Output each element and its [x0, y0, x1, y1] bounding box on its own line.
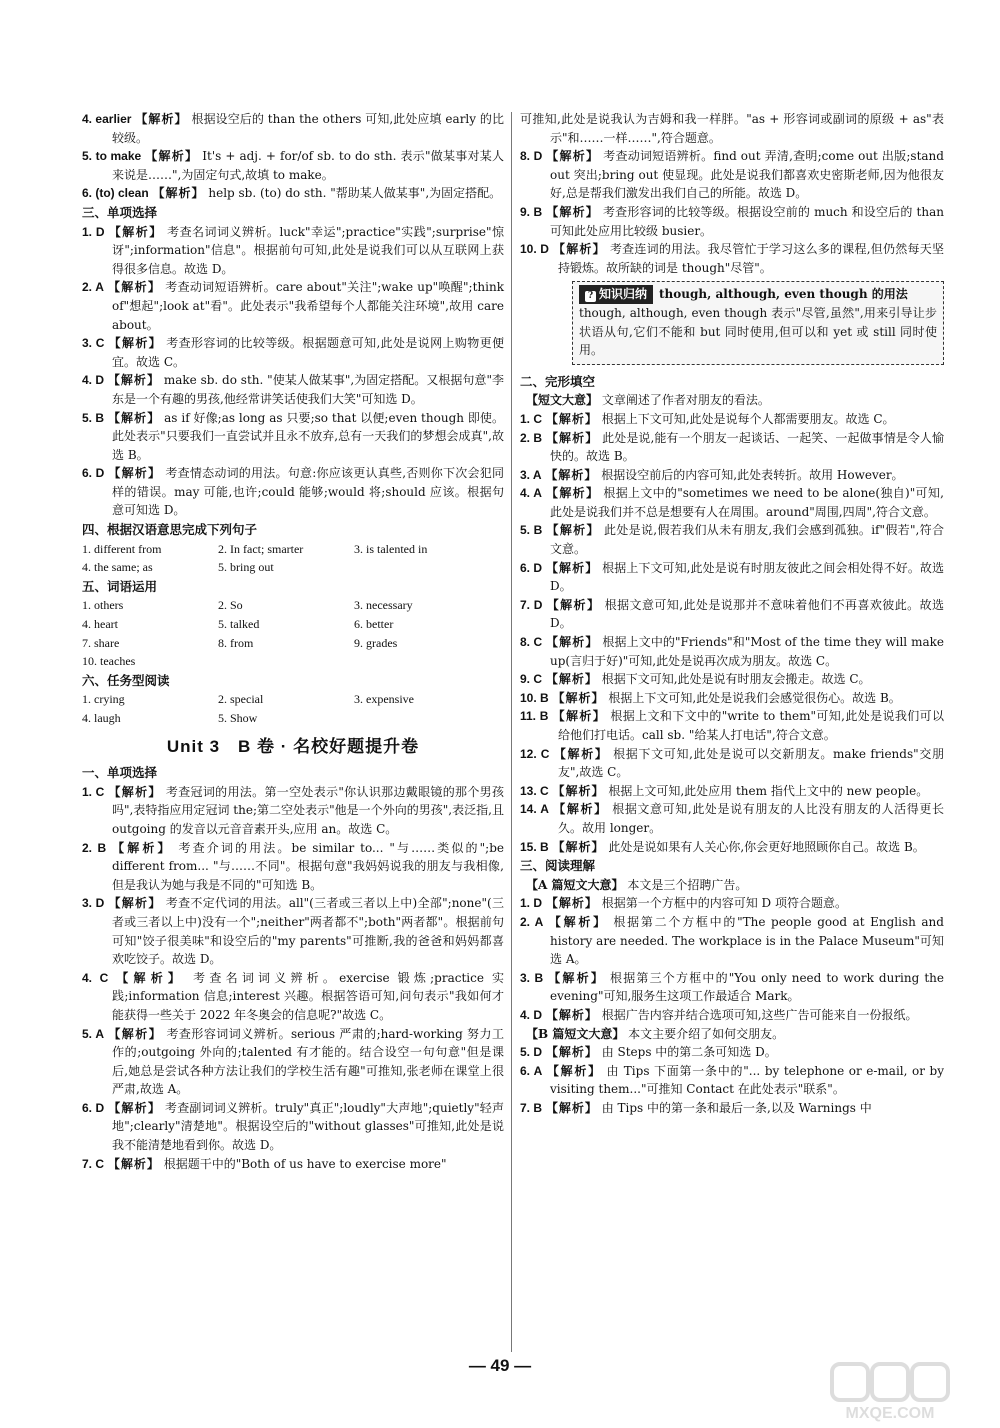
answer-item: [520, 484, 944, 521]
answer-item: [520, 466, 944, 485]
analysis-text: 此处是说,假若我们从未有朋友,我们会感到孤独。if"假若",符合文意。: [550, 523, 944, 557]
answer-item: [82, 278, 504, 334]
item-number: 1.: [520, 411, 534, 426]
item-number: 6.: [520, 1063, 534, 1078]
grid-answer: 5. Show: [218, 711, 258, 725]
analysis-text: 考查名词词义辨析。luck"幸运";practice"实践";surprise"惊讶";information"信息"。根据前句可知,此处是说我们可以从互联网上获得很多信息。故选 D。: [112, 224, 504, 276]
answer-item: [520, 670, 944, 689]
answer-item: [520, 913, 944, 969]
summary-text: 本文主要介绍了如何交朋友。: [628, 1026, 785, 1041]
analysis-tag: 【解析】: [108, 1100, 162, 1115]
item-answer: D: [533, 560, 543, 575]
section-heading: 一、单项选择: [82, 766, 158, 781]
analysis-tag: 【解析】: [107, 1156, 160, 1171]
item-number: 5.: [82, 410, 96, 425]
answer-item: [82, 371, 504, 408]
grid-answer: 1. crying: [82, 692, 125, 707]
summary-label: 【A 篇短文大意】: [526, 877, 624, 892]
item-number: 2.: [82, 280, 96, 295]
answer-item: [520, 894, 944, 913]
item-number: 4.: [520, 1007, 534, 1022]
grid-answer: 2. special: [218, 692, 264, 707]
answer-item: [520, 707, 944, 744]
analysis-tag: 【解析】: [553, 802, 608, 817]
item-answer: B: [533, 204, 543, 219]
analysis-text: 根据上文和下文中的"write to them"可知,此处是说我们可以给他们打电话。call sb. "给某人打电话",符合文意。: [558, 709, 944, 742]
item-answer: C: [99, 970, 109, 985]
analysis-text: 考查形容词词义辨析。serious 严肃的;hard-working 努力工作的;outgoing 外向的;talented 有才能的。结合设空一句句意"但是课后,她总是尝试各种方法让我们的学校生活有趣"可推知,张老师在课堂上很严肃,故选 A。: [112, 1026, 504, 1097]
analysis-tag: 【解析】: [546, 486, 600, 501]
item-number: 3.: [82, 336, 96, 351]
analysis-text: 根据第一个方框中的内容可知 D 项符合题意。: [601, 896, 847, 911]
analysis-tag: 【解析】: [108, 896, 162, 911]
item-number: 3.: [520, 970, 535, 985]
passage-summary: [520, 876, 944, 895]
analysis-text: 考查冠词的用法。第一空处表示"你认识那边戴眼镜的那个男孩吗",表特指应用定冠词 the;第二空处表示"他是一个外向的男孩",表泛指,且 outgoing 的发音以元音音素开头,应用 an。故选 C。: [112, 784, 504, 836]
answer-item: [520, 410, 944, 429]
item-number: 6.: [82, 1100, 96, 1115]
item-number: 2.: [82, 840, 98, 855]
item-answer: B: [533, 430, 543, 445]
analysis-tag: 【解析】: [546, 204, 599, 219]
item-answer: D: [533, 597, 543, 612]
analysis-tag: 【解析】: [545, 1045, 598, 1060]
grid-answer: [354, 558, 490, 577]
summary-text: 文章阐述了作者对朋友的看法。: [601, 393, 770, 408]
analysis-tag: 【解析】: [107, 280, 162, 295]
grid-answer: 3. is talented in: [354, 541, 428, 556]
item-number: 7.: [82, 1156, 96, 1171]
analysis-tag: 【解析】: [548, 914, 608, 929]
item-answer: D: [540, 242, 549, 257]
analysis-tag: 【解析】: [552, 839, 605, 854]
answer-item: [520, 203, 944, 240]
item-answer: B: [534, 970, 544, 985]
answer-item: [520, 745, 944, 782]
passage-summary: [520, 1025, 944, 1044]
item-number: 1.: [82, 224, 96, 239]
analysis-tag: 【解析】: [112, 840, 173, 855]
grid-answer: 10. teaches: [82, 654, 136, 669]
analysis-tag: 【解析】: [546, 149, 600, 164]
item-number: 1.: [520, 896, 534, 911]
analysis-text: 由 Tips 中的第一条和最后一条,以及 Warnings 中: [601, 1100, 872, 1115]
analysis-tag: 【解析】: [545, 896, 598, 911]
item-answer: A: [95, 280, 104, 295]
analysis-tag: 【解析】: [545, 1007, 598, 1022]
analysis-tag: 【解析】: [552, 709, 607, 724]
item-number: 1.: [82, 784, 96, 799]
answer-item: [82, 839, 504, 895]
svg-text:MXQE.COM: MXQE.COM: [845, 1405, 935, 1422]
answer-item: [520, 240, 944, 277]
item-answer: B: [97, 840, 107, 855]
item-answer: B: [95, 410, 105, 425]
answer-item: [520, 559, 944, 596]
analysis-tag: 【解析】: [552, 783, 605, 798]
analysis-text: 考查动词短语辨析。care about"关注";wake up"唤醒";think of"想起";look at"看"。此处表示"我希望每个人都能关注环境",故用 care about。: [112, 280, 504, 332]
section-heading: 三、阅读理解: [520, 859, 596, 874]
page-number: — 49 —: [468, 1356, 532, 1375]
analysis-text: 根据设空前后的内容可知,此处表转折。故用 However。: [601, 467, 904, 482]
item-number: 6.: [82, 466, 96, 481]
grid-answer: 9. grades: [354, 635, 398, 650]
grid-answer: [354, 709, 490, 728]
analysis-text: It's + adj. + for/of sb. to do sth. 表示"做某事对某人来说是……",为固定句式,故填 to make。: [112, 149, 504, 182]
analysis-tag: 【解析】: [552, 242, 606, 257]
answer-grid: [82, 540, 504, 577]
grid-answer: 3. necessary: [354, 598, 413, 613]
analysis-text: 考查副词词义辨析。truly"真正";loudly"大声地";quietly"轻声地";clearly"清楚地"。根据设空后的"without glasses"可推知,此处是说我不能清楚地看到你。故选 D。: [112, 1100, 504, 1153]
analysis-text: 根据第三个方框中的"You only need to work during the evening"可知,服务生这项工作最适合 Mark。: [550, 970, 944, 1004]
section-heading: 六、任务型阅读: [82, 673, 170, 688]
item-answer: A: [533, 1063, 543, 1078]
item-answer: D: [533, 896, 543, 911]
section-heading: 三、单项选择: [82, 205, 158, 220]
analysis-text: 根据上下文可知,此处是说每个人都需要朋友。故选 C。: [601, 411, 895, 426]
item-answer: C: [533, 411, 543, 426]
analysis-tag: 【解析】: [546, 1063, 602, 1078]
answer-item: [520, 800, 944, 837]
analysis-text: 根据广告内容并结合选项可知,这些广告可能来自一份报纸。: [601, 1007, 918, 1022]
analysis-text: help sb. (to) do sth. "帮助某人做某事",为固定搭配。: [208, 186, 502, 201]
analysis-text: 考查形容词的比较等级。根据设空前的 much 和设空后的 than 可知此处应用比较级 busier。: [550, 204, 944, 238]
grid-answer: 4. heart: [82, 617, 118, 632]
column-divider: [511, 112, 512, 1352]
left-column: [82, 110, 504, 1173]
item-answer: D: [95, 224, 105, 239]
item-number: 7.: [520, 1100, 534, 1115]
answer-item: [520, 1006, 944, 1025]
answer-grid: [82, 596, 504, 670]
item-answer: B: [539, 709, 549, 724]
item-answer: B: [540, 839, 549, 854]
item-answer: C: [540, 746, 550, 761]
item-answer: B: [533, 1100, 543, 1115]
knowledge-box: [572, 281, 944, 364]
passage-summary: [520, 391, 944, 410]
grid-answer: 6. better: [354, 617, 394, 632]
analysis-text: 考查形容词的比较等级。根据题意可知,此处是说网上购物更便宜。故选 C。: [112, 336, 504, 369]
knowledge-label: [579, 285, 653, 304]
item-number: 15.: [520, 839, 541, 854]
analysis-text: 根据题干中的"Both of us have to exercise more": [163, 1156, 447, 1171]
grid-answer: 3. expensive: [354, 692, 414, 707]
item-number: 7.: [520, 597, 534, 612]
grid-answer: 8. from: [218, 635, 254, 650]
knowledge-title: though, although, even though 的用法: [659, 287, 908, 302]
analysis-tag: 【解析】: [107, 373, 160, 388]
unit-title: Unit 3 B 卷 · 名校好题提升卷: [166, 736, 420, 756]
grid-answer: [218, 652, 354, 671]
analysis-text: 根据上文中的"sometimes we need to be alone(独自)"可知,此处是说我们并不总是想要有人在周围。around"周围,四周",符合文意。: [550, 486, 944, 519]
answer-item: [82, 1155, 504, 1174]
item-answer: A: [540, 802, 549, 817]
item-number: 10.: [520, 242, 541, 257]
answer-item: [520, 689, 944, 708]
item-answer: A: [534, 914, 544, 929]
answer-item: [82, 110, 504, 147]
analysis-tag: 【解析】: [108, 224, 163, 239]
analysis-tag: 【解析】: [108, 1026, 163, 1041]
grid-answer: 2. In fact; smarter: [218, 541, 304, 556]
answer-item: [520, 596, 944, 633]
analysis-tag: 【解析】: [545, 1100, 598, 1115]
item-answer: A: [533, 486, 542, 501]
grid-answer: 5. bring out: [218, 560, 274, 575]
analysis-text: 根据下文可知,此处是说可以交新朋友。make friends"交朋友",故选 C。: [558, 746, 944, 780]
watermark-logo: [830, 1362, 990, 1422]
item-answer: C: [95, 1156, 105, 1171]
grid-answer: 4. the same; as: [82, 560, 153, 575]
answer-item: [82, 184, 504, 203]
answer-item: [82, 147, 504, 184]
section-heading: 四、根据汉语意思完成下列句子: [82, 523, 258, 538]
item-number: 6.: [82, 186, 96, 201]
item-answer: B: [533, 523, 543, 538]
item-number: 9.: [520, 672, 534, 687]
item-answer: C: [540, 783, 549, 798]
analysis-tag: 【解析】: [107, 410, 161, 425]
knowledge-text: though, although, even though 表示"尽管,虽然",用来引导让步状语从句,它们不能和 but 同时使用,但可以和 yet 或 still 同时使用。: [579, 305, 937, 358]
item-answer: B: [540, 690, 549, 705]
summary-text: 本文是三个招聘广告。: [627, 877, 748, 892]
item-number: 2.: [520, 430, 534, 445]
answer-item: [520, 147, 944, 203]
answer-item: [520, 969, 944, 1006]
analysis-text: 根据文意可知,此处是说那并不意味着他们不再喜欢彼此。故选 D。: [550, 597, 944, 631]
item-number: 4.: [520, 486, 534, 501]
answer-item: [520, 521, 944, 558]
analysis-text: 根据上文可知,此处应用 them 指代上文中的 new people。: [608, 783, 929, 798]
analysis-text: 根据上下文可知,此处是说我们会感觉很伤心。故选 B。: [608, 690, 901, 705]
item-answer: D: [95, 466, 105, 481]
grid-answer: [354, 652, 490, 671]
analysis-text: 考查动词短语辨析。find out 弄清,查明;come out 出版;stand out 突出;bring out 使显现。此处是说我们都喜欢史密斯老师,因为他很友好,总是帮我们激发出我们自己的所能。故选 D。: [550, 149, 944, 201]
analysis-text: 根据下文可知,此处是说有时朋友会搬走。故选 C。: [601, 672, 871, 687]
analysis-tag: 【解析】: [145, 149, 199, 164]
analysis-tag: 【解析】: [545, 467, 598, 482]
item-number: 14.: [520, 802, 541, 817]
analysis-text: 考查情态动词的用法。句意:你应该更认真些,否则你下次会犯同样的错误。may 可能,也许;could 能够;would 将;should 应该。根据句意可知选 D。: [112, 466, 504, 518]
item-answer: C: [533, 672, 543, 687]
item-answer: C: [533, 635, 543, 650]
analysis-text: 考查介词的用法。be similar to... "与……类似的";be different from... "与……不同"。根据句意"我妈妈说我的朋友与我相像,但是我认为她与我是不同的"可知选 B。: [112, 840, 504, 892]
analysis-tag: 【解析】: [108, 466, 162, 481]
analysis-text: 由 Tips 下面第一条中的"... by telephone or e-mail, or by visiting them..."可推知 Contact 在此处表示"联系"。: [550, 1063, 944, 1097]
analysis-text: 考查连词的用法。我尽管忙于学习这么多的课程,但仍然每天坚持锻炼。故所缺的词是 though"尽管"。: [558, 242, 944, 275]
right-column: [520, 110, 944, 1117]
analysis-text: as if 好像;as long as 只要;so that 以便;even though 即使。此处表示"只要我们一直尝试并且永不放弃,总有一天我们的梦想会成真",故选 B。: [112, 410, 504, 462]
answer-grid: [82, 690, 504, 727]
answer-item: [82, 969, 504, 1025]
answer-item: [520, 633, 944, 670]
item-answer: A: [532, 467, 542, 482]
analysis-text: 此处是说,能有一个朋友一起谈话、一起笑、一起做事情是令人愉快的。故选 B。: [550, 430, 944, 464]
answer-item: [82, 1099, 504, 1155]
item-number: 5.: [520, 523, 534, 538]
item-number: 8.: [520, 635, 534, 650]
answer-item: [82, 783, 504, 839]
section-heading: 二、完形填空: [520, 374, 596, 389]
answer-item: [82, 894, 504, 968]
summary-label: 【B 篇短文大意】: [526, 1026, 625, 1041]
item-number: 9.: [520, 204, 534, 219]
answer-item: [82, 334, 504, 371]
item-number: 4.: [82, 970, 100, 985]
item-answer: earlier: [95, 112, 132, 126]
summary-label: 【短文大意】: [526, 393, 599, 408]
item-number: 6.: [520, 560, 534, 575]
item-answer: D: [95, 373, 105, 388]
continued-text: 可推知,此处是说我认为吉姆和我一样胖。"as + 形容词或副词的原级 + as"表示"和……一样……",符合题意。: [520, 112, 944, 145]
item-answer: D: [533, 1045, 543, 1060]
item-number: 4.: [82, 112, 96, 126]
analysis-tag: 【解析】: [152, 186, 205, 201]
analysis-tag: 【解析】: [546, 635, 599, 650]
item-number: 10.: [520, 690, 541, 705]
item-answer: A: [95, 1026, 105, 1041]
analysis-text: 由 Steps 中的第二条可知选 D。: [601, 1045, 777, 1060]
analysis-tag: 【解析】: [108, 336, 163, 351]
item-number: 13.: [520, 783, 541, 798]
analysis-text: 根据上下文可知,此处是说有时朋友彼此之间会相处得不好。故选 D。: [550, 560, 944, 594]
analysis-text: 考查不定代词的用法。all"(三者或三者以上中)全部";none"(三者或三者以上中)没有一个";neither"两者都不";both"两者都"。根据前句可知"饺子很美味"和设空后的"my parents"可推断,我的爸爸和妈妈都喜欢吃饺子。故选 D。: [112, 896, 504, 967]
analysis-tag: 【解析】: [548, 970, 606, 985]
grid-answer: 5. talked: [218, 617, 260, 632]
item-number: 5.: [520, 1045, 534, 1060]
analysis-text: 根据文意可知,此处是说有朋友的人比没有朋友的人活得更长久。故用 longer。: [558, 802, 944, 835]
item-answer: D: [533, 1007, 543, 1022]
item-answer: (to) clean: [95, 186, 149, 201]
item-number: 5.: [82, 149, 96, 164]
item-number: 11.: [520, 709, 540, 724]
answer-item: [82, 1025, 504, 1099]
analysis-text: 根据上文中的"Friends"和"Most of the time they will make up(言归于好)"可知,此处是说再次成为朋友。故选 C。: [550, 635, 944, 668]
item-answer: D: [95, 896, 105, 911]
item-number: 2.: [520, 914, 535, 929]
item-answer: to make: [95, 149, 142, 164]
grid-answer: 1. different from: [82, 541, 162, 556]
grid-answer: 7. share: [82, 635, 120, 650]
analysis-text: 根据第二个方框中的"The people good at English and history are needed. The workplace is in the Palace Museum"可知选 A。: [550, 914, 944, 967]
grid-answer: 1. others: [82, 598, 124, 613]
answer-item: [520, 1099, 944, 1118]
analysis-tag: 【解析】: [546, 597, 601, 612]
analysis-tag: 【解析】: [545, 430, 599, 445]
answer-item: [82, 409, 504, 465]
item-answer: C: [95, 784, 105, 799]
analysis-tag: 【解析】: [108, 784, 162, 799]
analysis-tag: 【解析】: [546, 523, 600, 538]
item-answer: D: [533, 149, 543, 164]
answer-item: [82, 223, 504, 279]
analysis-text: 此处是说如果有人关心你,你会更好地照顾你自己。故选 B。: [608, 839, 925, 854]
item-number: 5.: [82, 1026, 96, 1041]
analysis-tag: 【解析】: [545, 411, 598, 426]
knowledge-label-text: 知识归纳: [599, 287, 648, 302]
item-number: 8.: [520, 149, 534, 164]
analysis-tag: 【解析】: [553, 746, 609, 761]
analysis-tag: 【解析】: [135, 112, 188, 126]
analysis-text: 根据设空后的 than the others 可知,此处应填 early 的比较级。: [112, 112, 504, 145]
item-number: 12.: [520, 746, 541, 761]
grid-answer: 4. laugh: [82, 711, 121, 725]
analysis-tag: 【解析】: [545, 560, 599, 575]
answer-item: [520, 838, 944, 857]
answer-item: [520, 782, 944, 801]
analysis-text: 考查名词词义辨析。exercise 锻炼;practice 实践;information 信息;interest 兴趣。根据答语可知,问句表示"我如何才能获得一些关于 2022 年冬奥会的信息呢?"故选 C。: [112, 970, 504, 1022]
answer-item: [520, 1062, 944, 1099]
analysis-tag: 【解析】: [116, 970, 186, 985]
answer-item: [82, 464, 504, 520]
item-number: 3.: [520, 467, 533, 482]
analysis-text: make sb. do sth. "使某人做某事",为固定搭配。又根据句意"李东是一个有趣的男孩,他经常讲笑话使我们大笑"可知选 D。: [112, 373, 504, 406]
analysis-tag: 【解析】: [545, 672, 598, 687]
section-heading: 五、词语运用: [82, 579, 158, 594]
analysis-tag: 【解析】: [552, 690, 605, 705]
item-answer: C: [95, 336, 105, 351]
item-answer: D: [95, 1100, 105, 1115]
item-number: 4.: [82, 373, 96, 388]
answer-item: [520, 429, 944, 466]
grid-answer: 2. So: [218, 598, 243, 613]
item-number: 3.: [82, 896, 96, 911]
answer-item: [520, 1043, 944, 1062]
bulb-icon: ?: [585, 291, 596, 302]
